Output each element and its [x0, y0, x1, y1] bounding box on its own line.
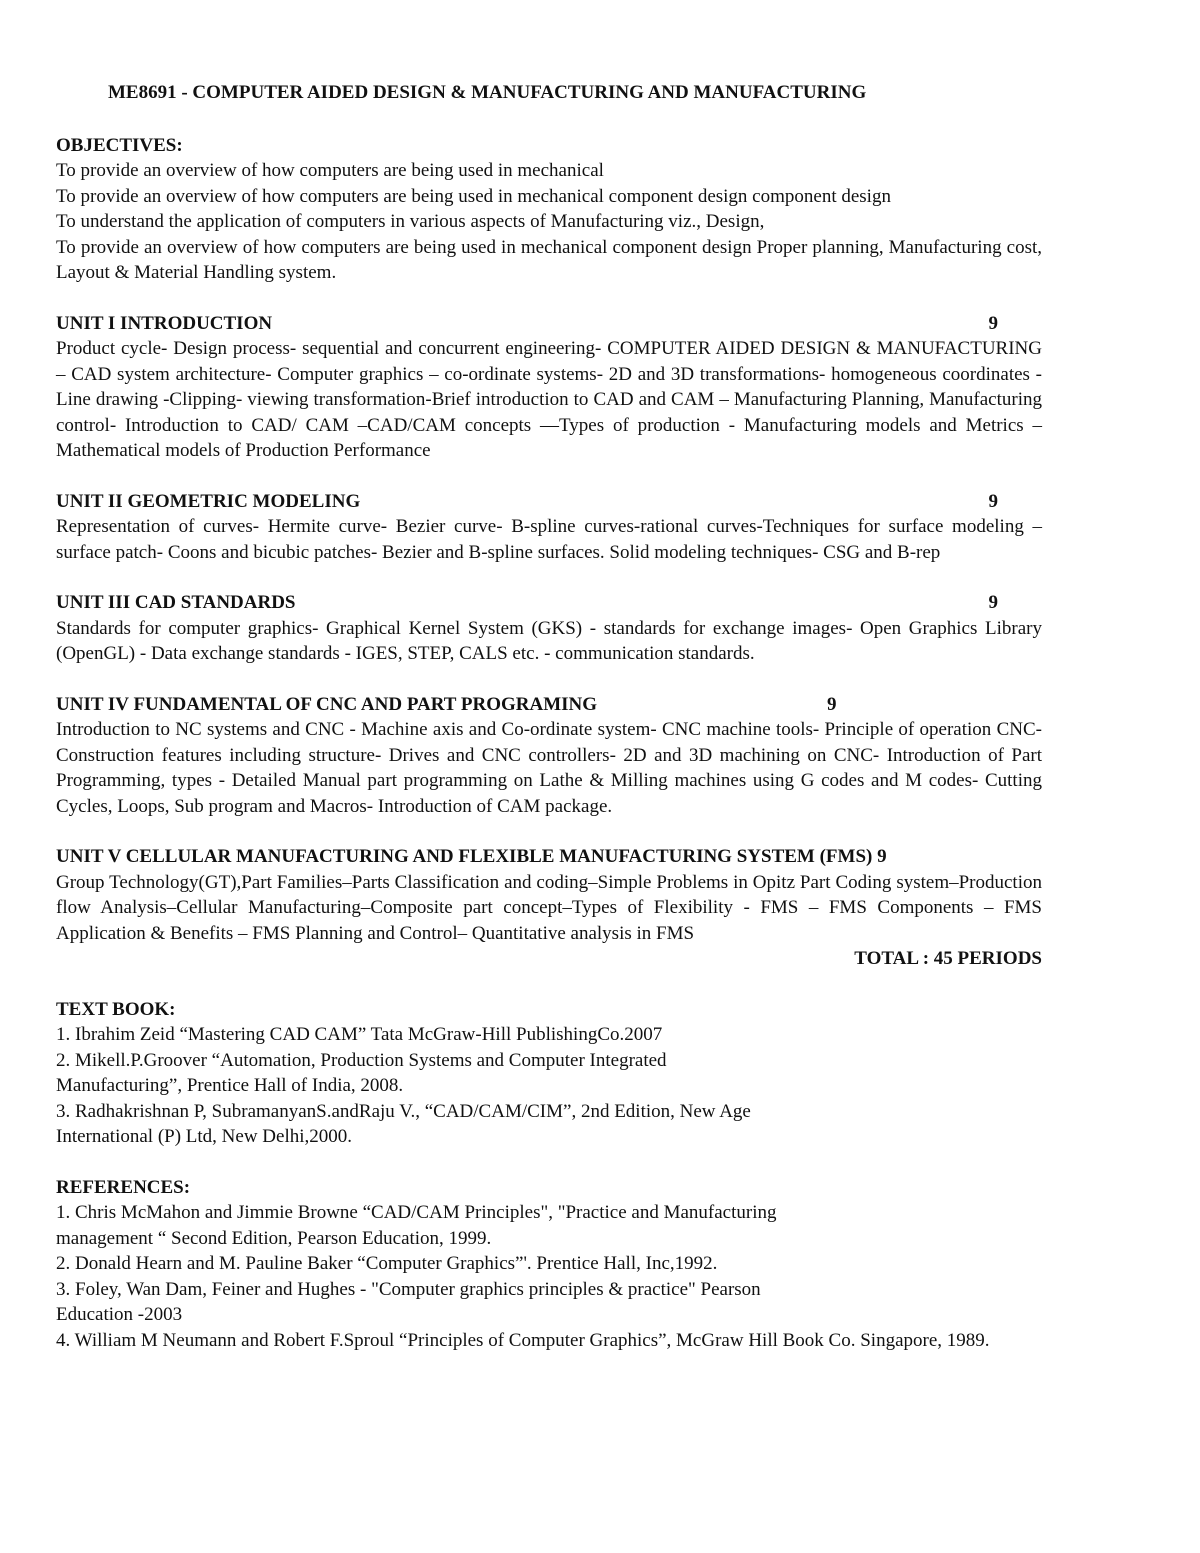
- objective-line: To provide an overview of how computers are being used in mechanical component design Proper planning, Manufacturing cost, Layout & Material Handling system.: [56, 236, 1042, 283]
- unit-5-body: Group Technology(GT),Part Families–Parts Classification and coding–Simple Problems in Opitz Part Coding system–Production flow Analysis–Cellular Manufacturing–Composite part concept–Types of Flexibility - FMS – FMS Components – FMS Application & Benefits – FMS Planning and Control– Quantitative analysis in FMS: [56, 871, 1042, 944]
- references-heading: REFERENCES:: [56, 1176, 191, 1198]
- unit-3-section: [56, 590, 1042, 667]
- total-periods: TOTAL : 45 PERIODS: [854, 948, 1042, 969]
- unit-5-section: [56, 844, 1042, 946]
- unit-1-section: [56, 311, 1042, 464]
- unit-2-hours: 9: [988, 490, 998, 512]
- unit-1-heading-row: [56, 311, 1042, 337]
- unit-1-body: Product cycle- Design process- sequential and concurrent engineering- COMPUTER AIDED DESIGN & MANUFACTURING – CAD system architecture- Computer graphics – co-ordinate systems- 2D and 3D transformations- homogeneous coordinates - Line drawing -Clipping- viewing transformation-Brief introduction to CAD and CAM – Manufacturing Planning, Manufacturing control- Introduction to CAD/ CAM –CAD/CAM concepts —Types of production - Manufacturing models and Metrics – Mathematical models of Production Performance: [56, 338, 1042, 461]
- reference-line: 3. Foley, Wan Dam, Feiner and Hughes - "Computer graphics principles & practice" Pearson: [56, 1278, 761, 1300]
- unit-2-heading: UNIT II GEOMETRIC MODELING: [56, 490, 361, 512]
- unit-3-heading: UNIT III CAD STANDARDS: [56, 592, 296, 613]
- text-book-line: International (P) Ltd, New Delhi,2000.: [56, 1126, 353, 1147]
- text-book-line: 2. Mikell.P.Groover “Automation, Production Systems and Computer Integrated: [56, 1049, 667, 1071]
- unit-3-body: Standards for computer graphics- Graphical Kernel System (GKS) - standards for exchange images- Open Graphics Library (OpenGL) - Data exchange standards - IGES, STEP, CALS etc. - communication standards.: [56, 617, 1042, 664]
- text-book-line: Manufacturing”, Prentice Hall of India, 2008.: [56, 1075, 404, 1096]
- unit-2-body: Representation of curves- Hermite curve- Bezier curve- B-spline curves-rational curves-Techniques for surface modeling – surface patch- Coons and bicubic patches- Bezier and B-spline surfaces. Solid modeling techniques- CSG and B-rep: [56, 516, 1042, 563]
- unit-3-hours: 9: [988, 592, 998, 613]
- unit-5-heading: UNIT V CELLULAR MANUFACTURING AND FLEXIBLE MANUFACTURING SYSTEM (FMS) 9: [56, 846, 887, 867]
- reference-line: 2. Donald Hearn and M. Pauline Baker “Computer Graphics”'. Prentice Hall, Inc,1992.: [56, 1253, 718, 1274]
- text-book-section: [56, 997, 1042, 1150]
- unit-1-hours: 9: [988, 312, 998, 334]
- reference-line: 1. Chris McMahon and Jimmie Browne “CAD/CAM Principles", "Practice and Manufacturing: [56, 1202, 777, 1223]
- unit-4-heading-row: [56, 692, 1042, 718]
- unit-1-heading: UNIT I INTRODUCTION: [56, 312, 273, 334]
- unit-4-body: Introduction to NC systems and CNC - Machine axis and Co-ordinate system- CNC machine tools- Principle of operation CNC- Construction features including structure- Drives and CNC controllers- 2D and 3D machining on CNC- Introduction of Part Programming, types - Detailed Manual part programming on Lathe & Milling machines using G codes and M codes- Cutting Cycles, Loops, Sub program and Macros- Introduction of CAM package.: [56, 719, 1042, 817]
- objectives-section: [56, 133, 1042, 286]
- unit-4-section: [56, 692, 1042, 820]
- objectives-heading: OBJECTIVES:: [56, 134, 183, 156]
- unit-2-heading-row: [56, 489, 1042, 515]
- objective-line: To understand the application of computers in various aspects of Manufacturing viz., Design,: [56, 211, 765, 232]
- text-book-line: 3. Radhakrishnan P, SubramanyanS.andRaju V., “CAD/CAM/CIM”, 2nd Edition, New Age: [56, 1100, 751, 1122]
- reference-line: Education -2003: [56, 1304, 183, 1325]
- text-book-heading: TEXT BOOK:: [56, 998, 176, 1020]
- unit-2-section: [56, 489, 1042, 566]
- page-title: ME8691 - COMPUTER AIDED DESIGN & MANUFACTURING AND MANUFACTURING: [108, 82, 867, 103]
- reference-line: 4. William M Neumann and Robert F.Sproul “Principles of Computer Graphics”, McGraw Hill Book Co. Singapore, 1989.: [56, 1329, 990, 1351]
- reference-line: management “ Second Edition, Pearson Education, 1999.: [56, 1227, 492, 1249]
- text-book-line: 1. Ibrahim Zeid “Mastering CAD CAM” Tata McGraw-Hill PublishingCo.2007: [56, 1024, 663, 1045]
- objective-line: To provide an overview of how computers are being used in mechanical: [56, 160, 604, 181]
- references-section: [56, 1175, 1042, 1354]
- unit-4-heading: UNIT IV FUNDAMENTAL OF CNC AND PART PROGRAMING: [56, 693, 598, 715]
- objective-line: To provide an overview of how computers are being used in mechanical component design component design: [56, 185, 891, 207]
- unit-4-hours: 9: [827, 693, 837, 715]
- syllabus-page: [56, 80, 1042, 1353]
- unit-3-heading-row: [56, 590, 1042, 616]
- unit-5-heading-row: [56, 844, 1042, 870]
